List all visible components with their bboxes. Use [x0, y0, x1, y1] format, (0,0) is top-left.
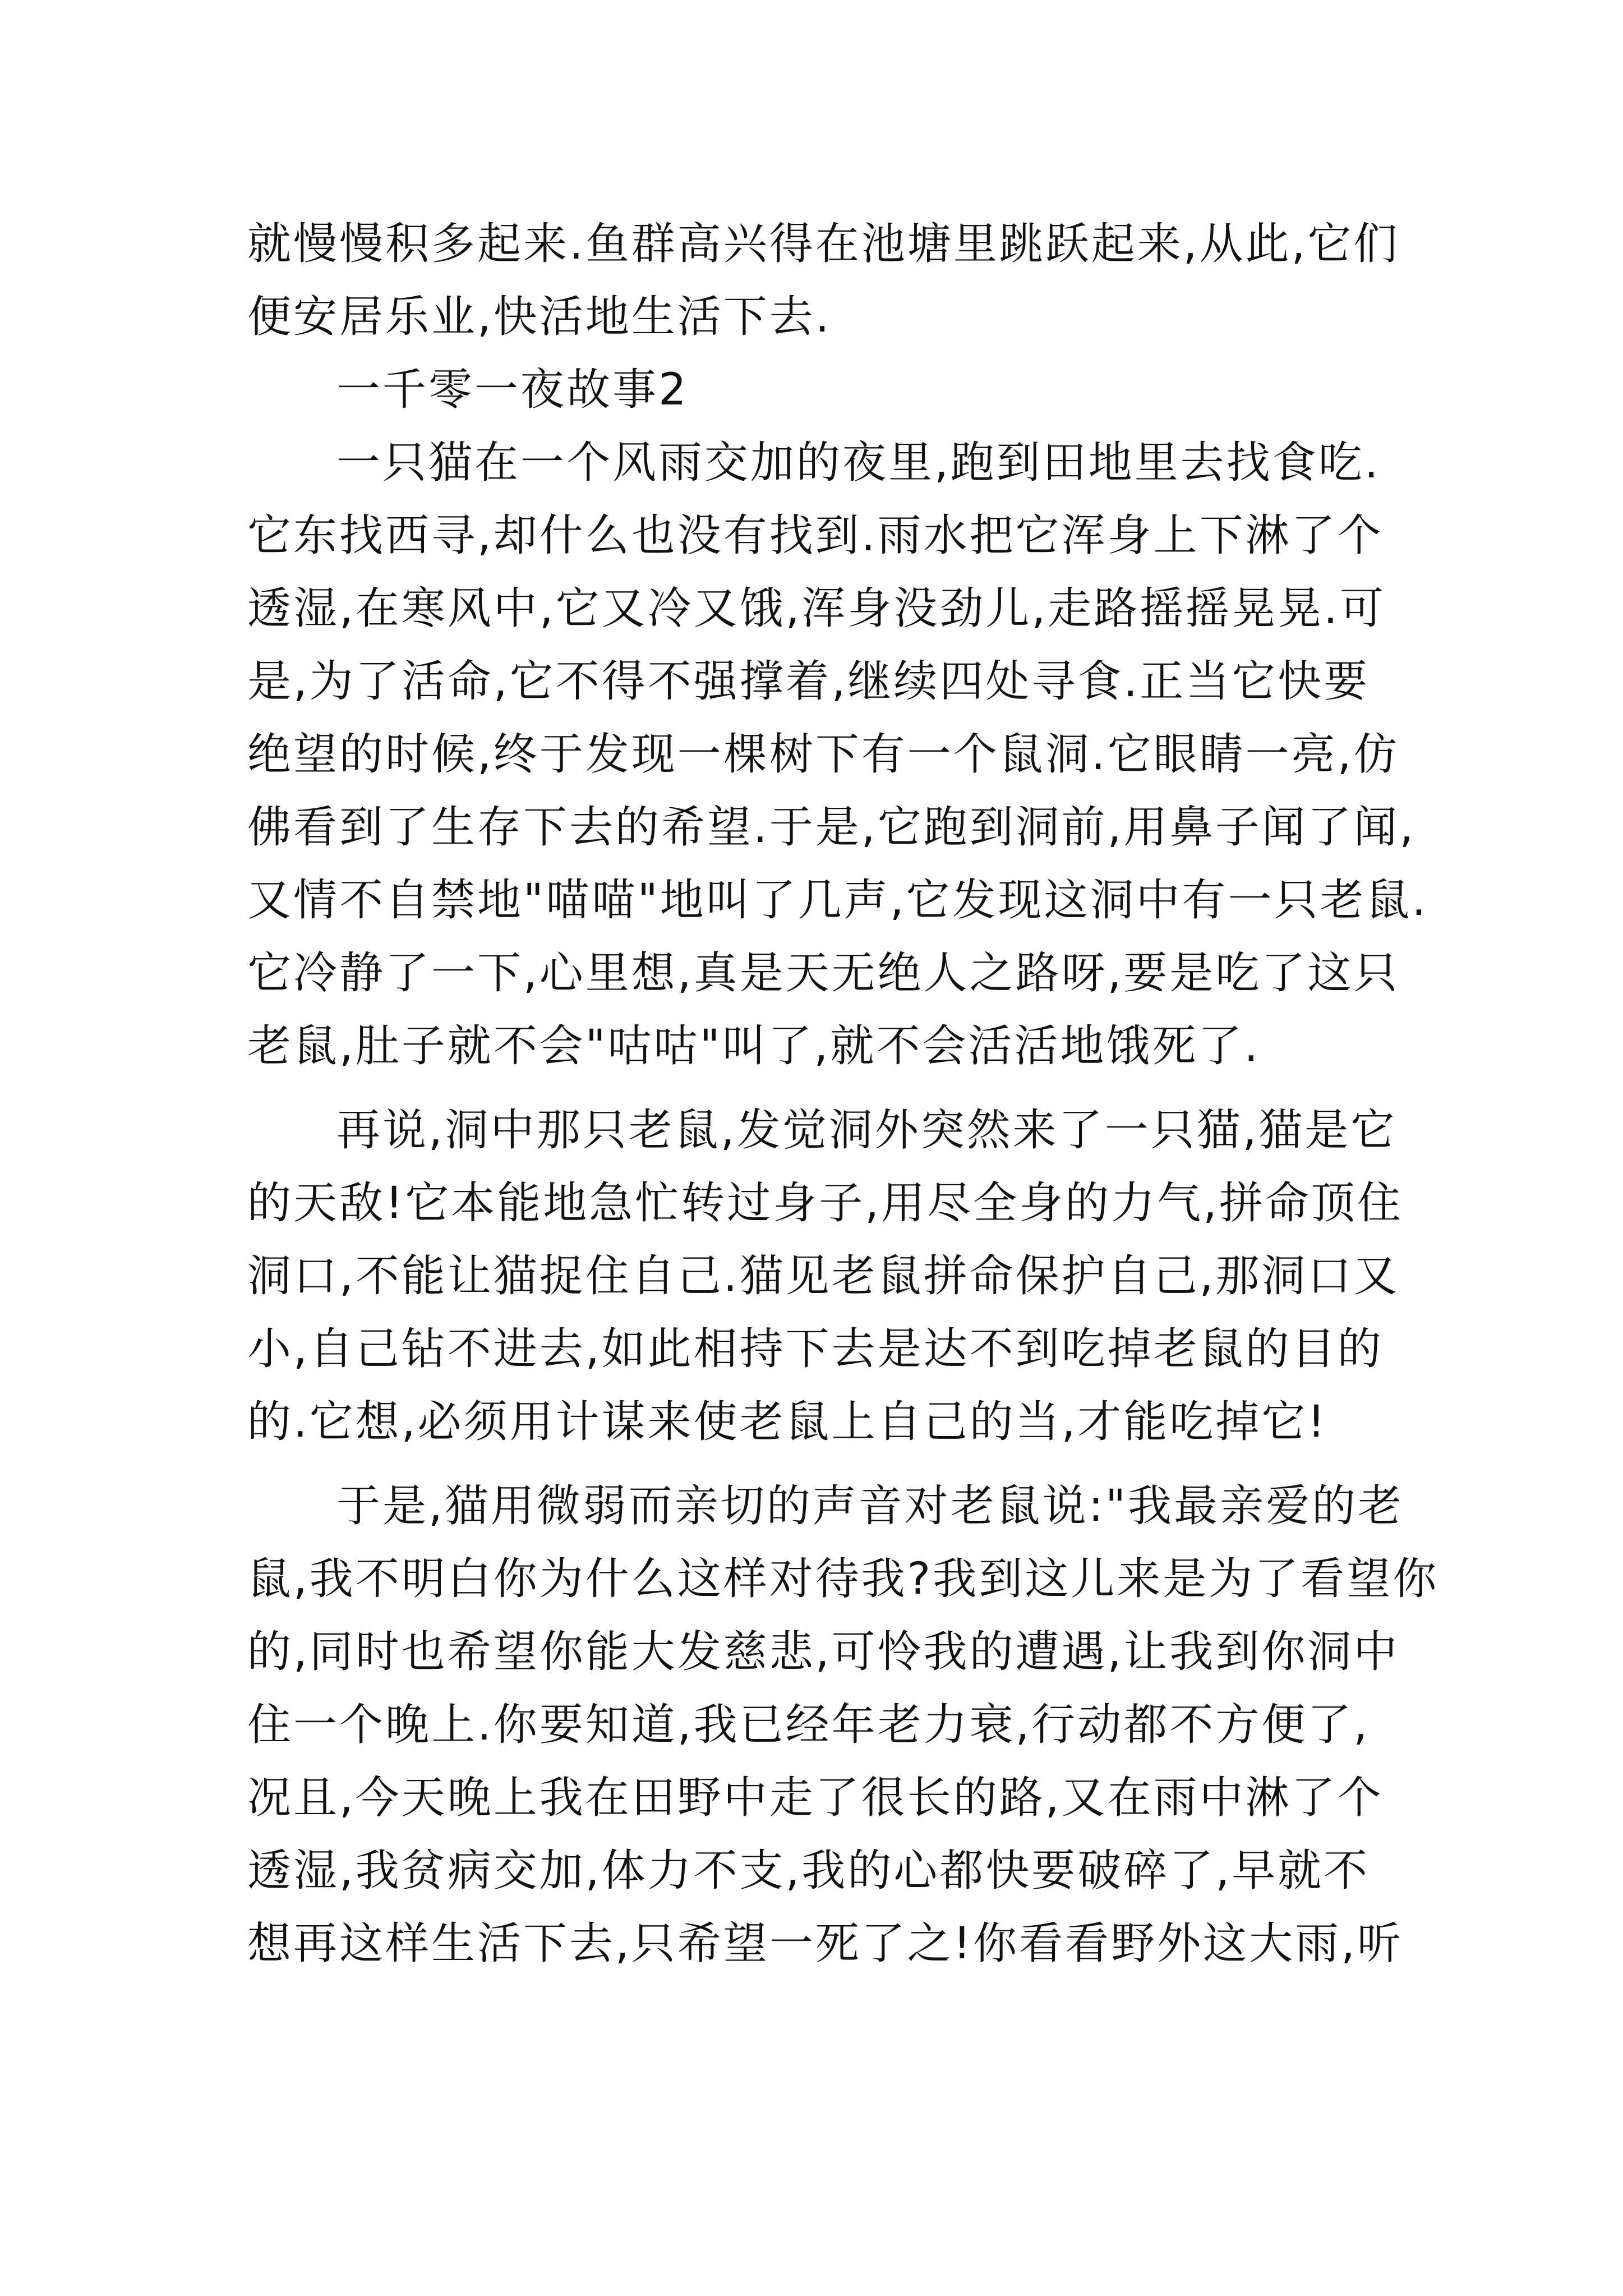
text-line: 它东找西寻,却什么也没有找到.雨水把它浑身上下淋了个 — [247, 510, 1384, 561]
text-line: 再说,洞中那只老鼠,发觉洞外突然来了一只猫,猫是它 — [336, 1105, 1397, 1156]
text-line: 洞口,不能让猫捉住自己.猫见老鼠拼命保护自己,那洞口又 — [247, 1251, 1400, 1301]
text-line: 况且,今天晚上我在田野中走了很长的路,又在雨中淋了个 — [247, 1773, 1384, 1823]
text-line: 佛看到了生存下去的希望.于是,它跑到洞前,用鼻子闻了闻, — [247, 802, 1416, 853]
text-line: 它冷静了一下,心里想,真是天无绝人之路呀,要是吃了这只 — [247, 948, 1400, 999]
text-line: 的天敌!它本能地急忙转过身子,用尽全身的力气,拼命顶住 — [247, 1178, 1403, 1228]
text-line: 的.它想,必须用计谋来使老鼠上自己的当,才能吃掉它! — [247, 1397, 1327, 1447]
text-line: 老鼠,肚子就不会"咕咕"叫了,就不会活活地饿死了. — [247, 1021, 1261, 1071]
section-heading: 一千零一夜故事2 — [336, 365, 689, 415]
text-line: 绝望的时候,终于发现一棵树下有一个鼠洞.它眼睛一亮,仿 — [247, 729, 1400, 780]
text-line: 的,同时也希望你能大发慈悲,可怜我的遭遇,让我到你洞中 — [247, 1627, 1400, 1677]
text-line: 又情不自禁地"喵喵"地叫了几声,它发现这洞中有一只老鼠. — [247, 875, 1428, 926]
text-line: 小,自己钻不进去,如此相持下去是达不到吃掉老鼠的目的 — [247, 1324, 1384, 1374]
text-line: 一只猫在一个风雨交加的夜里,跑到田地里去找食吃. — [336, 438, 1381, 488]
text-line: 于是,猫用微弱而亲切的声音对老鼠说:"我最亲爱的老 — [336, 1481, 1404, 1531]
text-line: 住一个晚上.你要知道,我已经年老力衰,行动都不方便了, — [247, 1700, 1370, 1750]
text-line: 便安居乐业,快活地生活下去. — [247, 292, 832, 342]
text-line: 透湿,在寒风中,它又冷又饿,浑身没劲儿,走路摇摇晃晃.可 — [247, 583, 1386, 634]
text-line: 鼠,我不明白你为什么这样对待我?我到这儿来是为了看望你 — [247, 1554, 1439, 1604]
text-line: 是,为了活命,它不得不强撑着,继续四处寻食.正当它快要 — [247, 656, 1370, 707]
text-line: 就慢慢积多起来.鱼群高兴得在池塘里跳跃起来,从此,它们 — [247, 219, 1400, 269]
text-line: 透湿,我贫病交加,体力不支,我的心都快要破碎了,早就不 — [247, 1846, 1370, 1896]
text-line: 想再这样生活下去,只希望一死了之!你看看野外这大雨,听 — [247, 1918, 1403, 1969]
